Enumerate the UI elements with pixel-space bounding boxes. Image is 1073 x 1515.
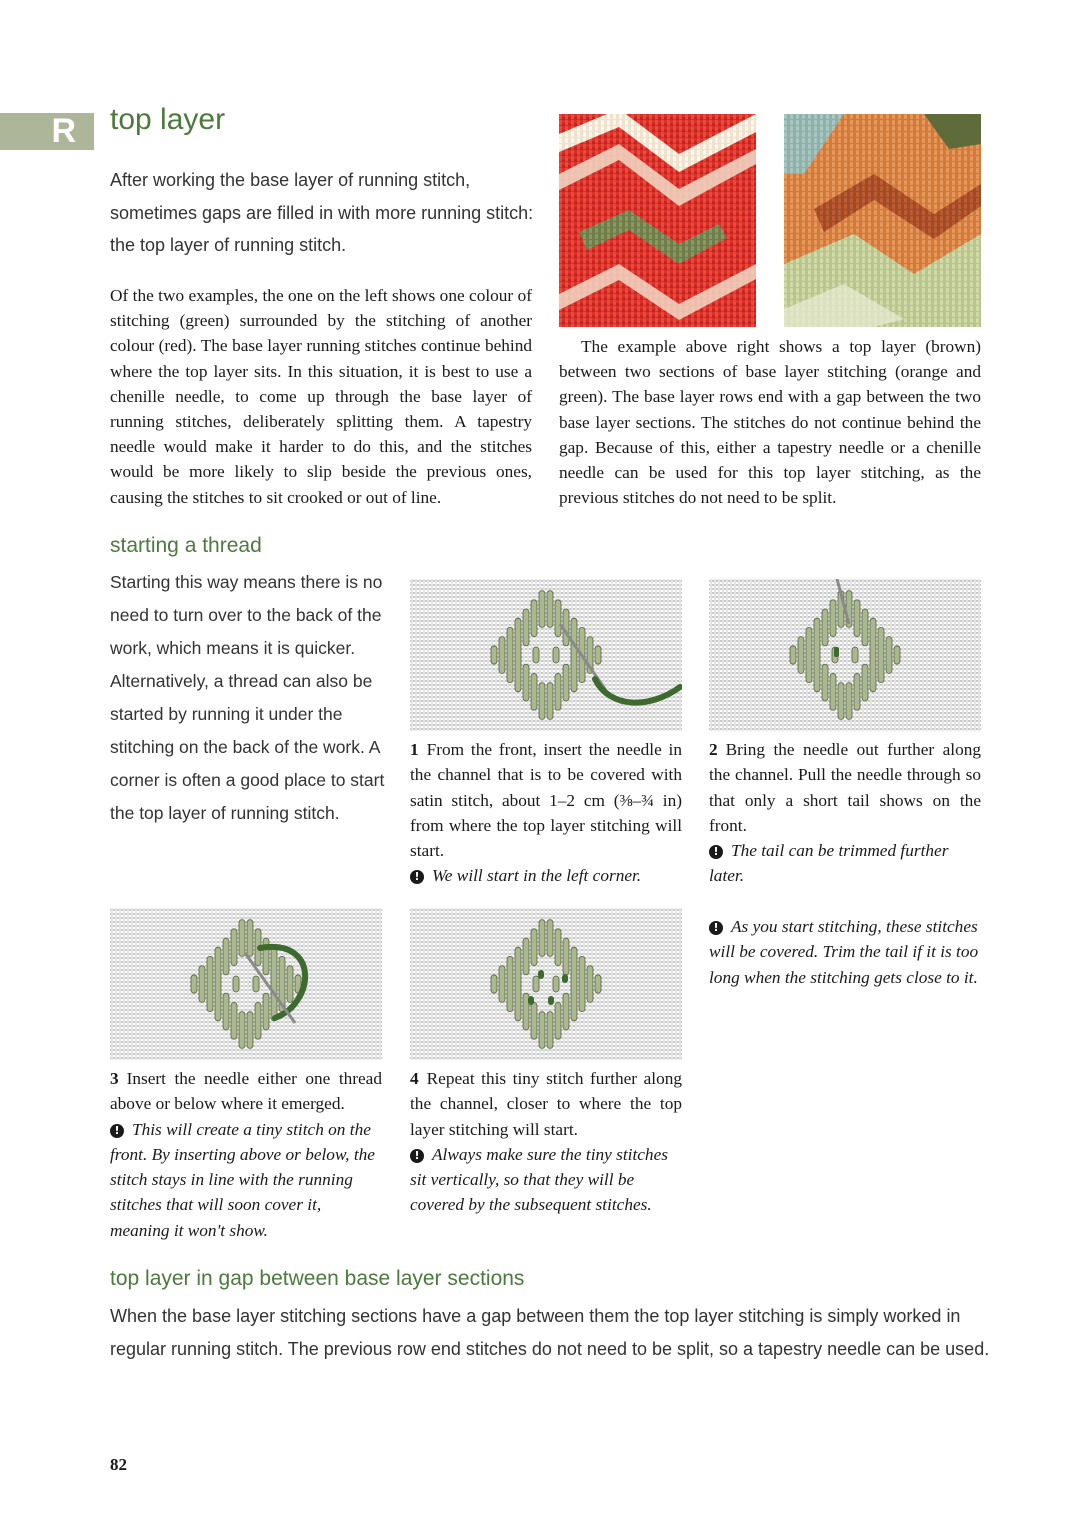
stitch-diagram-step-3 [110,908,382,1060]
step-number: 3 [110,1069,119,1088]
step-number: 4 [410,1069,419,1088]
section-title: top layer [110,103,226,136]
starting-thread-text: Starting this way means there is no need to turn over to the back of the work, which means it is quicker. Alternatively, a thread can also be started by running it under the stitching on the back of the work. A corner is often a good place to start the top layer of running stitch. [110,572,385,823]
step-4-caption [410,1066,682,1218]
extra-note [709,914,981,990]
exclamation-icon: ! [709,845,723,859]
step-2-caption [709,737,981,889]
stitch-diagram-step-4 [410,908,682,1060]
step-3-caption [110,1066,382,1243]
chapter-tab-letter: R [51,112,76,150]
paragraph-left: Of the two examples, the one on the left shows one colour of stitching (green) surrounded by the stitching of another colour (red). The base layer running stitches continue behind where the top layer sits. In this situation, it is best to use a chenille needle, to come up through the base layer of running stitches, deliberately splitting them. A tapestry needle would make it harder to do this, and the stitches would be more likely to slip beside the previous ones, causing the stitches to sit crooked or out of line. [110,286,532,507]
step-text: Insert the needle either one thread above or below where it emerged. [110,1069,382,1114]
step-number: 1 [410,740,419,759]
embroidery-photo-red-green [559,114,756,327]
subheading-gap-section: top layer in gap between base layer sections [110,1267,525,1290]
step-number: 2 [709,740,718,759]
embroidery-photo-orange-brown-green [784,114,981,327]
step-note: We will start in the left corner. [432,866,642,886]
page-number: 82 [110,1455,127,1474]
subheading-starting-thread: starting a thread [110,534,262,557]
exclamation-icon: ! [110,1124,124,1138]
chapter-tab [0,113,94,150]
step-text: Repeat this tiny stitch further along the channel, closer to where the top layer stitching will start. [410,1069,682,1139]
intro-text: After working the base layer of running stitch, sometimes gaps are filled in with more running stitch: the top layer of running stitch. [110,170,534,255]
step-note: This will create a tiny stitch on the front. By inserting above or below, the stitch stays in line with the running stitches that will soon cover it, meaning it won't show. [110,1119,375,1240]
step-note: Always make sure the tiny stitches sit vertically, so that they will be covered by the subsequent stitches. [410,1144,668,1215]
stitch-diagram-step-2 [709,579,981,731]
step-text: Bring the needle out further along the channel. Pull the needle through so that only a short tail shows on the front. [709,740,981,835]
step-text: From the front, insert the needle in the channel that is to be covered with satin stitch, about 1–2 cm (⅜–¾ in) from where the top layer stitching will start. [410,740,682,861]
exclamation-icon: ! [410,870,424,884]
gap-section-text: When the base layer stitching sections have a gap between them the top layer stitching is simply worked in regular running stitch. The previous row end stitches do not need to be split, so a tapestry needle can be used. [110,1306,990,1359]
extra-note-text: As you start stitching, these stitches will be covered. Trim the tail if it is too long when the stitching gets close to it. [709,917,979,987]
step-note: The tail can be trimmed further later. [709,841,949,886]
step-1-caption [410,737,682,889]
exclamation-icon: ! [709,921,723,935]
paragraph-right: The example above right shows a top layer (brown) between two sections of base layer stitching (orange and green). The base layer rows end with a gap between the two base layer sections. The stitches do not continue behind the gap. Because of this, either a tapestry needle or a chenille needle can be used for this top layer stitching, as the previous stitches do not need to be split. [559,337,981,508]
stitch-diagram-step-1 [410,579,682,731]
exclamation-icon: ! [410,1149,424,1163]
